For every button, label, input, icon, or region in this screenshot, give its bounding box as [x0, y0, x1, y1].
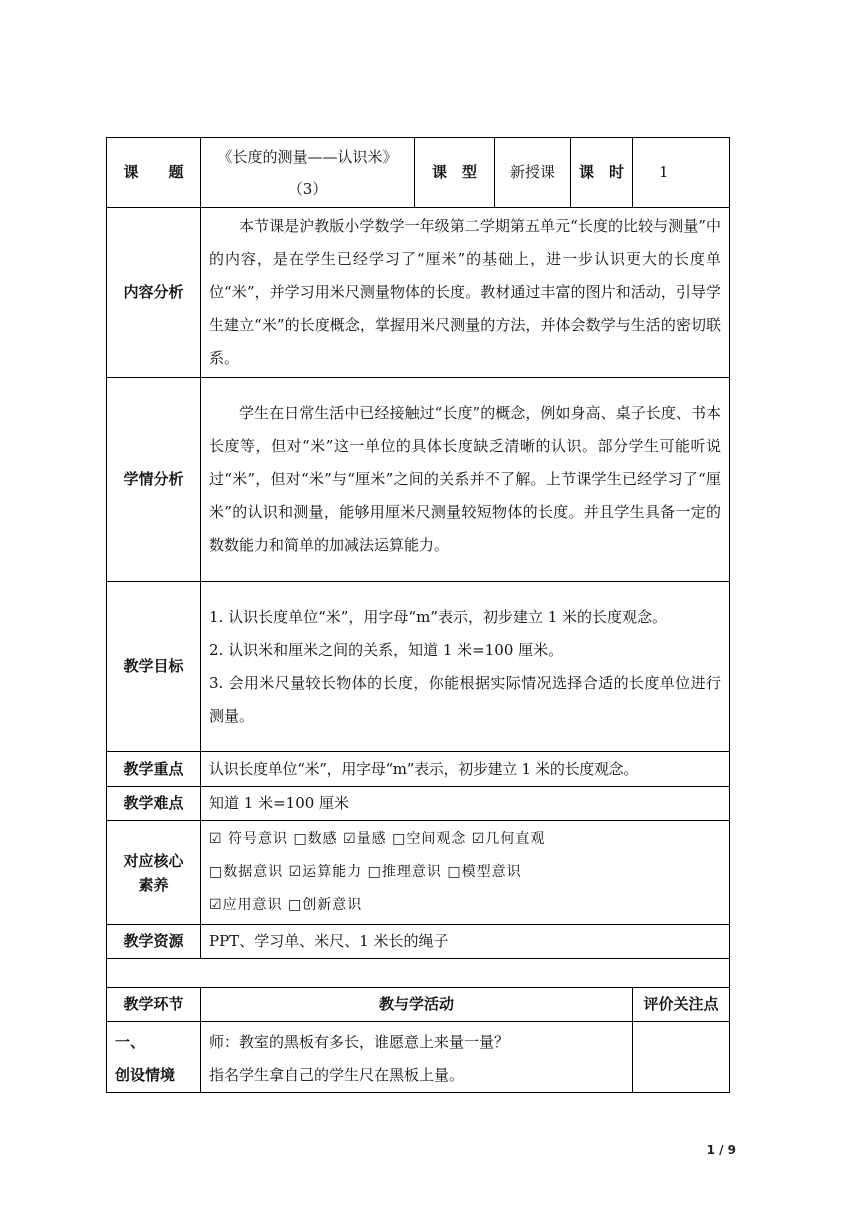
page-number: 1 / 9	[706, 1143, 736, 1157]
core-literacy-label-line2: 素养	[138, 875, 169, 894]
course-title-line1: 《长度的测量——认识米》	[217, 147, 398, 166]
objectives-row	[107, 582, 730, 752]
stage1-activity	[201, 1022, 633, 1093]
activity-header-row	[107, 988, 730, 1022]
course-label: 课 题	[107, 138, 201, 208]
difficulty-label: 教学难点	[107, 787, 201, 821]
separator-cell	[107, 959, 730, 988]
resources-label: 教学资源	[107, 925, 201, 959]
content-analysis-label: 内容分析	[107, 208, 201, 378]
core-literacy-options	[201, 821, 730, 925]
lesson-plan-table	[106, 137, 730, 1093]
objectives-list	[201, 582, 730, 752]
difficulty-text: 知道 1 米=100 厘米	[201, 787, 730, 821]
stage1-name-line2: 创设情境	[115, 1066, 176, 1084]
period-value: 1	[633, 138, 730, 208]
period-label: 课 时	[571, 138, 633, 208]
key-point-label: 教学重点	[107, 752, 201, 787]
stage1-line2: 指名学生拿自己的学生尺在黑板上量。	[209, 1066, 465, 1084]
difficulty-row	[107, 787, 730, 821]
core-literacy-line2: □数据意识 ☑运算能力 □推理意识 □模型意识	[209, 864, 522, 880]
separator-row	[107, 959, 730, 988]
core-literacy-line1: ☑ 符号意识 □数感 ☑量感 □空间观念 ☑几何直观	[209, 831, 546, 847]
key-point-row	[107, 752, 730, 787]
core-literacy-label	[107, 821, 201, 925]
stage1-evaluation	[633, 1022, 730, 1093]
stage1-line1: 师：教室的黑板有多长，谁愿意上来量一量？	[209, 1033, 510, 1051]
stage-header: 教学环节	[107, 988, 201, 1022]
header-row	[107, 138, 730, 208]
stage1-row	[107, 1022, 730, 1093]
objective-item-3: 3. 会用米尺量较长物体的长度，你能根据实际情况选择合适的长度单位进行测量。	[209, 673, 721, 725]
content-analysis-text: 本节课是沪教版小学数学一年级第二学期第五单元“长度的比较与测量”中的内容，是在学生已经学习了“厘米”的基础上，进一步认识更大的长度单位“米”，并学习用米尺测量物体的长度。教材通过丰富的图片和活动，引导学生建立“米”的长度概念，掌握用米尺测量的方法，并体会数学与生活的密切联系。	[201, 208, 730, 378]
objective-item-1: 1. 认识长度单位“米”，用字母“m”表示，初步建立 1 米的长度观念。	[209, 607, 668, 626]
student-analysis-label: 学情分析	[107, 378, 201, 582]
core-literacy-line3: ☑应用意识 □创新意识	[209, 897, 363, 913]
resources-row	[107, 925, 730, 959]
student-analysis-row	[107, 378, 730, 582]
objectives-label: 教学目标	[107, 582, 201, 752]
type-value: 新授课	[495, 138, 571, 208]
resources-text: PPT、学习单、米尺、1 米长的绳子	[201, 925, 730, 959]
content-analysis-row	[107, 208, 730, 378]
activity-header: 教与学活动	[201, 988, 633, 1022]
evaluation-header: 评价关注点	[633, 988, 730, 1022]
stage1-name	[107, 1022, 201, 1093]
student-analysis-text: 学生在日常生活中已经接触过“长度”的概念，例如身高、桌子长度、书本长度等，但对“米”这一单位的具体长度缺乏清晰的认识。部分学生可能听说过“米”，但对“米”与“厘米”之间的关系并不了解。上节课学生已经学习了“厘米”的认识和测量，能够用厘米尺测量较短物体的长度。并且学生具备一定的数数能力和简单的加减法运算能力。	[201, 378, 730, 582]
objective-item-2: 2. 认识米和厘米之间的关系，知道 1 米=100 厘米。	[209, 640, 564, 659]
core-literacy-row	[107, 821, 730, 925]
course-title-line2: （3）	[287, 179, 328, 198]
stage1-name-line1: 一、	[115, 1033, 146, 1051]
type-label: 课 型	[415, 138, 495, 208]
core-literacy-label-line1: 对应核心	[123, 851, 184, 870]
course-title	[201, 138, 415, 208]
key-point-text: 认识长度单位“米”，用字母“m”表示，初步建立 1 米的长度观念。	[201, 752, 730, 787]
